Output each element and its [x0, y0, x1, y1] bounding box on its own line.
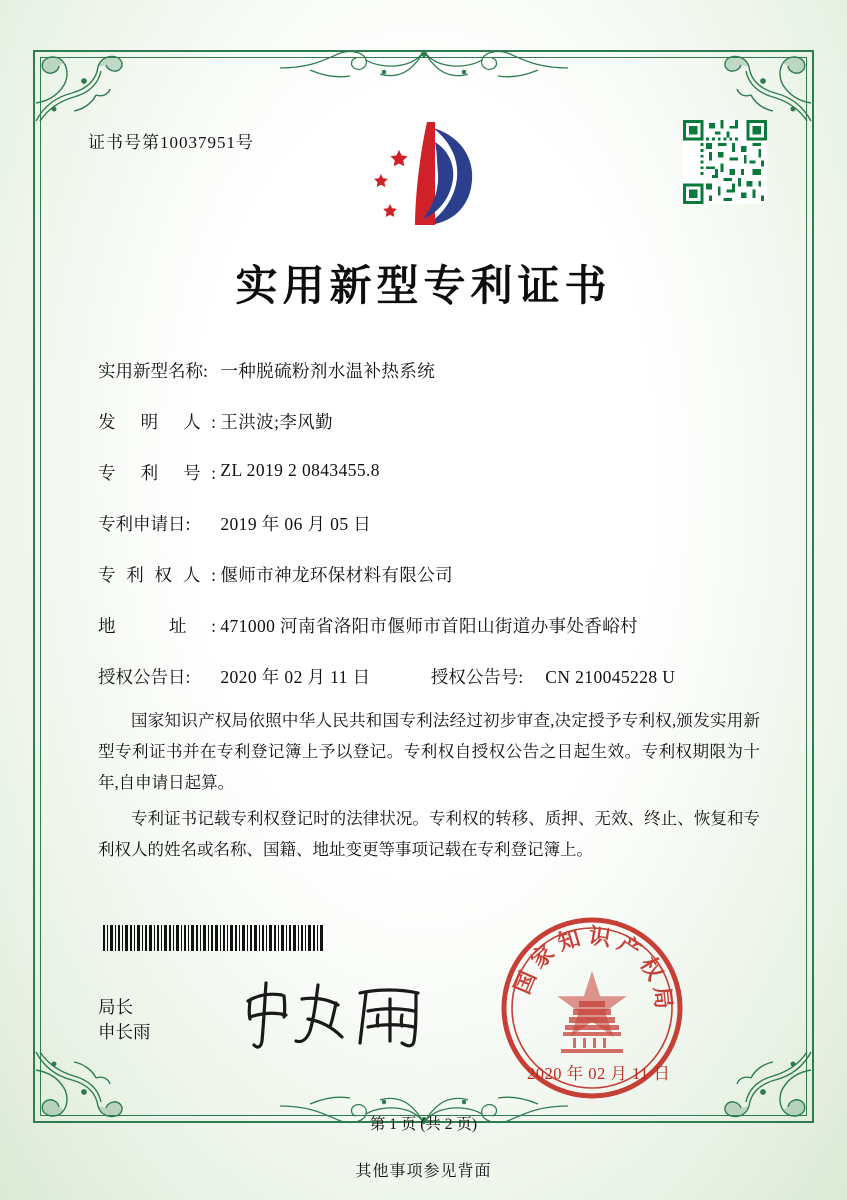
body-paragraph-1: 国家知识产权局依照中华人民共和国专利法经过初步审查,决定授予专利权,颁发实用新型专利证书并在专利登记簿上予以登记。专利权自授权公告之日起生效。专利权期限为十年,自申请日起算。	[98, 711, 760, 792]
field-value-grant-number: CN 210045228 U	[545, 667, 676, 687]
field-label: 专利申请日:	[98, 514, 191, 534]
signature-name: 申长雨	[98, 1022, 151, 1042]
field-row-invention-name	[98, 358, 758, 409]
field-row-address	[98, 613, 758, 664]
field-label: 实用新型名称:	[98, 361, 208, 381]
cnipa-logo-icon	[365, 112, 481, 230]
field-value: 2019 年 06 月 05 日	[220, 514, 372, 534]
field-label-grant-number: 授权公告号:	[430, 667, 524, 687]
qr-code-icon	[683, 120, 767, 204]
signature-title: 局长	[98, 997, 133, 1017]
page-number: 第 1 页 (共 2 页)	[369, 1116, 478, 1133]
field-value: 一种脱硫粉剂水温补热系统	[220, 361, 436, 381]
field-row-inventor	[98, 409, 758, 460]
field-value: ZL 2019 2 0843455.8	[220, 460, 380, 480]
field-row-patent-number	[98, 460, 758, 511]
field-row-application-date	[98, 511, 758, 562]
field-label: 发 明 人:	[98, 412, 216, 432]
field-value: 471000 河南省洛阳市偃师市首阳山街道办事处香峪村	[220, 616, 639, 636]
barcode-icon	[103, 925, 325, 951]
certificate-body-text	[98, 705, 760, 870]
certificate-number: 证书号第10037951号	[88, 133, 254, 152]
field-value-grant-date: 2020 年 02 月 11 日	[220, 667, 371, 687]
seal-date: 2020 年 02 月 11 日	[527, 1064, 671, 1083]
corner-ornament-icon	[717, 51, 813, 123]
field-label: 专利权人:	[98, 565, 216, 585]
field-value: 偃师市神龙环保材料有限公司	[220, 565, 454, 585]
corner-ornament-icon	[34, 51, 130, 123]
top-center-ornament-icon	[280, 46, 568, 88]
field-label-grant-date: 授权公告日:	[98, 667, 191, 687]
field-label: 地 址:	[98, 616, 216, 636]
patent-fields	[98, 358, 758, 715]
svg-text:国家知识产权局: 国家知识产权局	[509, 922, 677, 1017]
field-row-patentee	[98, 562, 758, 613]
signature-block	[98, 995, 151, 1045]
field-value: 王洪波;李风勤	[220, 412, 334, 432]
handwritten-signature-icon	[236, 975, 446, 1053]
field-label: 专 利 号:	[98, 463, 216, 483]
body-paragraph-2: 专利证书记载专利权登记时的法律状况。专利权的转移、质押、无效、终止、恢复和专利权人的姓名或名称、国籍、地址变更等事项记载在专利登记簿上。	[98, 809, 760, 859]
page-title: 实用新型专利证书	[235, 261, 612, 310]
back-side-note: 其他事项参见背面	[355, 1163, 492, 1180]
